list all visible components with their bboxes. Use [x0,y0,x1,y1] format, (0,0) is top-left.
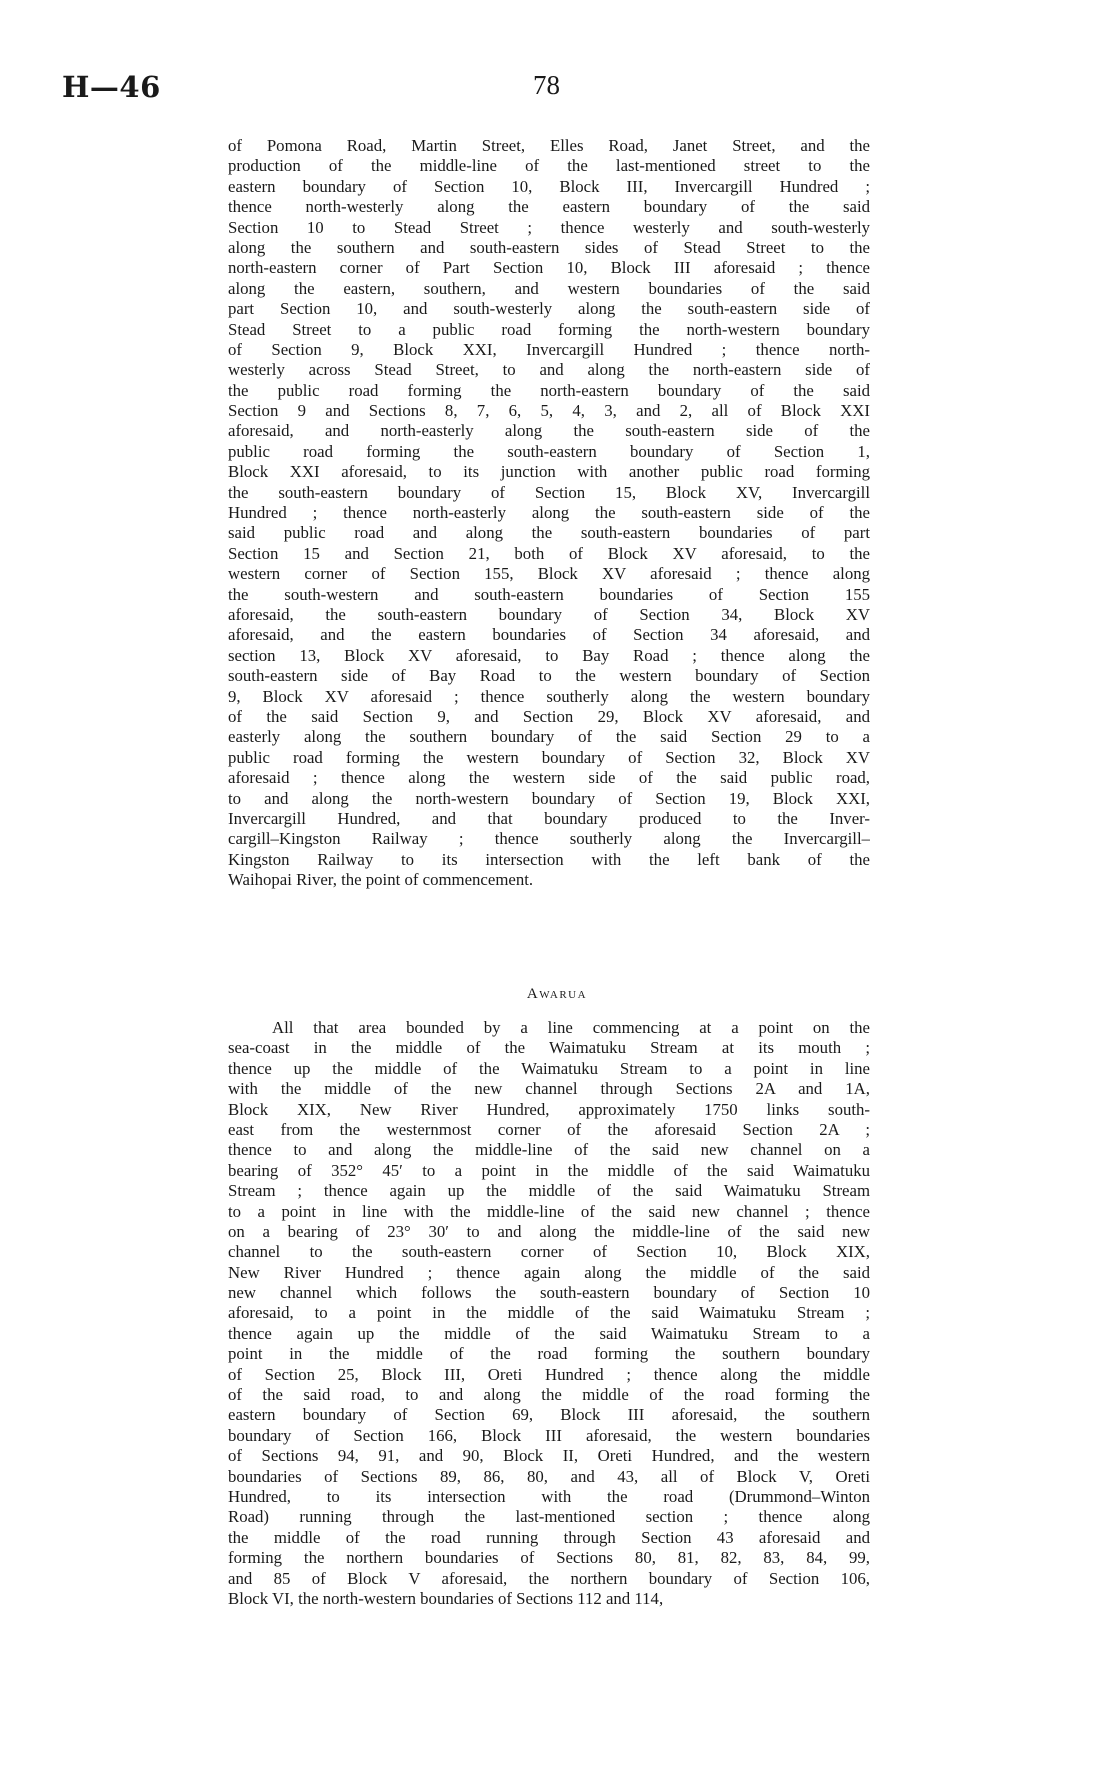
text-line: aforesaid, and the eastern boundaries of Section 34 aforesaid, and [228,625,870,645]
text-line: to a point in line with the middle-line of the said new channel ; thence [228,1201,870,1221]
text-line: cargill–Kingston Railway ; thence southerly along the Invercargill– [228,829,870,849]
text-line: Hundred, to its intersection with the road (Drummond–Winton [228,1486,870,1506]
text-line: of Pomona Road, Martin Street, Elles Road, Janet Street, and the [228,136,870,155]
text-line: Stead Street to a public road forming the north-western boundary [228,319,870,339]
section-heading-awarua: Awarua [526,986,588,1002]
text-line: of Sections 94, 91, and 90, Block II, Oreti Hundred, and the western [228,1446,870,1466]
text-line: to and along the north-western boundary of Section 19, Block XXI, [228,788,870,808]
text-line: bearing of 352° 45′ to a point in the middle of the said Waimatuku [228,1160,870,1180]
text-line: aforesaid, the south-eastern boundary of Section 34, Block XV [228,604,870,624]
text-line: the south-western and south-eastern boundaries of Section 155 [228,584,870,604]
text-line: with the middle of the new channel through Sections 2A and 1A, [228,1079,870,1099]
continuation-paragraph [228,136,870,890]
text-line: thence again up the middle of the said Waimatuku Stream to a [228,1323,870,1343]
text-line: and 85 of Block V aforesaid, the northern boundary of Section 106, [228,1568,870,1588]
text-line: eastern boundary of Section 10, Block III, Invercargill Hundred ; [228,176,870,196]
text-line: of the said road, to and along the middle of the road forming the [228,1385,870,1405]
text-line: the middle of the road running through Section 43 aforesaid and [228,1527,870,1547]
text-line: thence to and along the middle-line of the said new channel on a [228,1140,870,1160]
text-line: Waihopai River, the point of commencement. [228,870,534,890]
text-line: channel to the south-eastern corner of Section 10, Block XIX, [228,1242,870,1262]
text-line: boundary of Section 166, Block III aforesaid, the western boundaries [228,1425,870,1445]
text-line: Road) running through the last-mentioned section ; thence along [228,1507,870,1527]
text-line: boundaries of Sections 89, 86, 80, and 43, all of Block V, Oreti [228,1466,870,1486]
text-line: the south-eastern boundary of Section 15, Block XV, Invercargill [228,482,870,502]
text-line: Hundred ; thence north-easterly along the south-eastern side of the [228,503,870,523]
text-line: aforesaid, and north-easterly along the south-eastern side of the [228,421,870,441]
text-line: along the eastern, southern, and western boundaries of the said [228,278,870,298]
text-line: section 13, Block XV aforesaid, to Bay Road ; thence along the [228,645,870,665]
text-line: All that area bounded by a line commencing at a point on the [272,1018,870,1037]
text-line: on a bearing of 23° 30′ to and along the middle-line of the said new [228,1221,870,1241]
text-line: aforesaid ; thence along the western side of the said public road, [228,768,870,788]
text-line: forming the northern boundaries of Sections 80, 81, 82, 83, 84, 99, [228,1548,870,1568]
text-line: east from the westernmost corner of the aforesaid Section 2A ; [228,1119,870,1139]
document-reference: H—46 [62,70,161,104]
text-line: said public road and along the south-eastern boundaries of part [228,523,870,543]
text-line: New River Hundred ; thence again along the middle of the said [228,1262,870,1282]
text-line: Kingston Railway to its intersection with the left bank of the [228,849,870,869]
awarua-paragraph [228,1018,870,1609]
text-line: the public road forming the north-eastern boundary of the said [228,380,870,400]
text-line: thence north-westerly along the eastern boundary of the said [228,197,870,217]
text-line: along the southern and south-eastern sides of Stead Street to the [228,237,870,257]
text-line: Stream ; thence again up the middle of the said Waimatuku Stream [228,1181,870,1201]
text-line: Block XIX, New River Hundred, approximately 1750 links south- [228,1099,870,1119]
text-line: westerly across Stead Street, to and along the north-eastern side of [228,360,870,380]
text-line: western corner of Section 155, Block XV aforesaid ; thence along [228,564,870,584]
text-line: north-eastern corner of Part Section 10, Block III aforesaid ; thence [228,258,870,278]
text-line: Block XXI aforesaid, to its junction with another public road forming [228,462,870,482]
text-line: Section 9 and Sections 8, 7, 6, 5, 4, 3, and 2, all of Block XXI [228,401,870,421]
text-line: Section 15 and Section 21, both of Block XV aforesaid, to the [228,543,870,563]
text-line: easterly along the southern boundary of the said Section 29 to a [228,727,870,747]
text-line: Section 10 to Stead Street ; thence westerly and south-westerly [228,217,870,237]
text-line: thence up the middle of the Waimatuku Stream to a point in line [228,1058,870,1078]
text-line: 9, Block XV aforesaid ; thence southerly along the western boundary [228,686,870,706]
text-line: south-eastern side of Bay Road to the western boundary of Section [228,666,870,686]
text-line: Invercargill Hundred, and that boundary produced to the Inver- [228,808,870,828]
text-line: point in the middle of the road forming the southern boundary [228,1344,870,1364]
text-line: new channel which follows the south-eastern boundary of Section 10 [228,1283,870,1303]
text-line: of the said Section 9, and Section 29, Block XV aforesaid, and [228,706,870,726]
text-line: public road forming the western boundary of Section 32, Block XV [228,747,870,767]
text-line: sea-coast in the middle of the Waimatuku Stream at its mouth ; [228,1038,870,1058]
text-line: public road forming the south-eastern boundary of Section 1, [228,441,870,461]
text-line: of Section 9, Block XXI, Invercargill Hundred ; thence north- [228,339,870,359]
text-line: aforesaid, to a point in the middle of the said Waimatuku Stream ; [228,1303,870,1323]
text-line: eastern boundary of Section 69, Block III aforesaid, the southern [228,1405,870,1425]
text-line: part Section 10, and south-westerly along the south-eastern side of [228,299,870,319]
text-line: Block VI, the north-western boundaries of Sections 112 and 114, [228,1588,664,1608]
page-number: 78 [533,70,560,100]
text-line: production of the middle-line of the last-mentioned street to the [228,156,870,176]
text-line: of Section 25, Block III, Oreti Hundred ; thence along the middle [228,1364,870,1384]
